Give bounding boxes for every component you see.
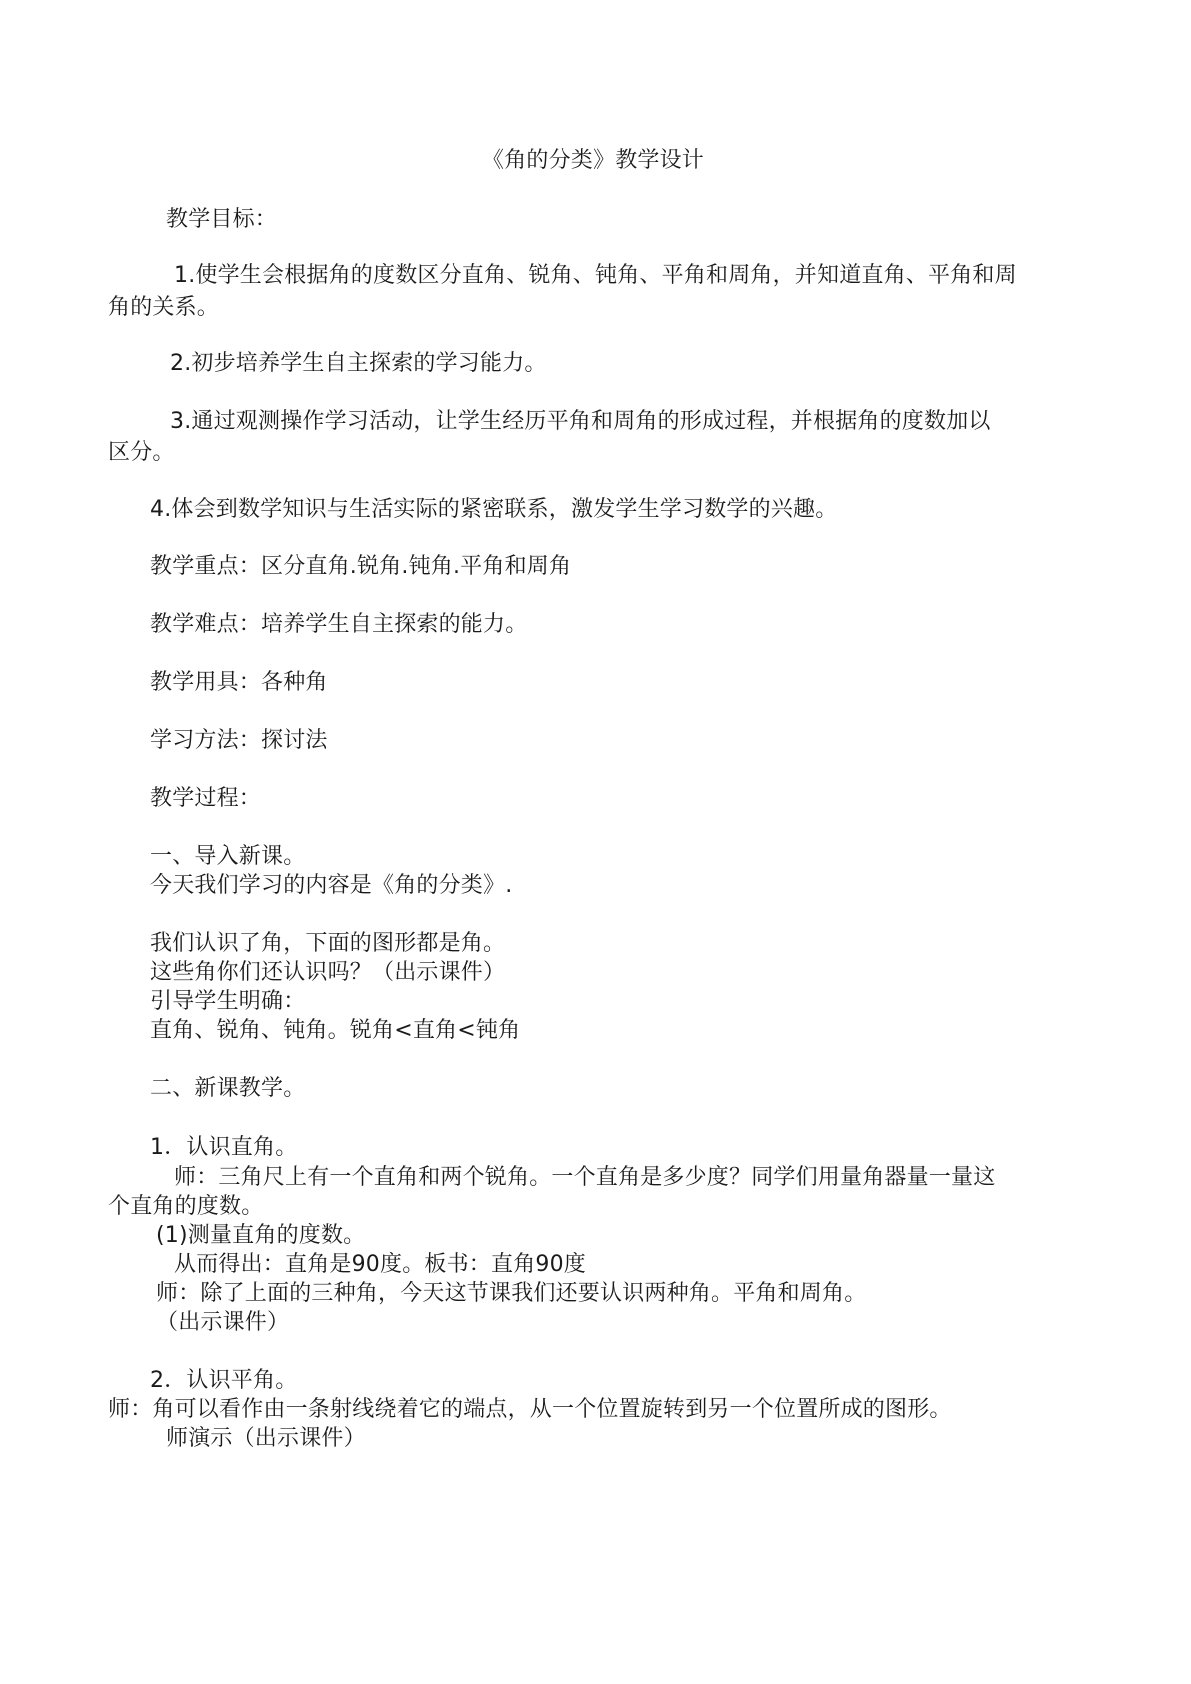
section-1-line-2: 我们认识了角，下面的图形都是角。 xyxy=(150,931,506,956)
item-2-demo: 师演示（出示课件） xyxy=(166,1426,366,1451)
objective-3-line-1: 3.通过观测操作学习活动，让学生经历平角和周角的形成过程，并根据角的度数加以 xyxy=(170,409,991,434)
section-2-heading: 二、新课教学。 xyxy=(150,1076,306,1101)
objectives-heading: 教学目标： xyxy=(166,207,278,232)
document-title: 《角的分类》教学设计 xyxy=(482,148,705,173)
item-1-result: 从而得出：直角是90度。板书：直角90度 xyxy=(174,1252,586,1277)
difficulty: 教学难点：培养学生自主探索的能力。 xyxy=(150,612,528,637)
item-1-subheading: (1)测量直角的度数。 xyxy=(156,1223,366,1248)
item-1-teacher-2: 师：除了上面的三种角，今天这节课我们还要认识两种角。平角和周角。 xyxy=(156,1281,867,1306)
item-2-teacher: 师：角可以看作由一条射线绕着它的端点，从一个位置旋转到另一个位置所成的图形。 xyxy=(108,1397,952,1422)
section-1-line-4: 引导学生明确： xyxy=(150,989,306,1014)
item-1-show: （出示课件） xyxy=(156,1310,290,1335)
item-2-heading: 2．认识平角。 xyxy=(150,1368,298,1393)
objective-4: 4.体会到数学知识与生活实际的紧密联系，激发学生学习数学的兴趣。 xyxy=(150,497,838,522)
section-1-line-5: 直角、锐角、钝角。锐角<直角<钝角 xyxy=(150,1018,521,1043)
section-1-line-1: 今天我们学习的内容是《角的分类》. xyxy=(150,873,513,898)
process-heading: 教学过程： xyxy=(150,786,262,811)
teaching-tools: 教学用具：各种角 xyxy=(150,670,328,695)
objective-1-line-1: 1.使学生会根据角的度数区分直角、锐角、钝角、平角和周角，并知道直角、平角和周 xyxy=(174,263,1017,288)
objective-1-line-2: 角的关系。 xyxy=(108,295,220,320)
key-point: 教学重点：区分直角.锐角.钝角.平角和周角 xyxy=(150,554,572,579)
section-1-heading: 一、导入新课。 xyxy=(150,844,306,869)
objective-2: 2.初步培养学生自主探索的学习能力。 xyxy=(170,351,547,376)
item-1-heading: 1．认识直角。 xyxy=(150,1135,298,1160)
learning-method: 学习方法：探讨法 xyxy=(150,728,328,753)
item-1-teacher-line-2: 个直角的度数。 xyxy=(108,1194,264,1219)
objective-3-line-2: 区分。 xyxy=(108,440,175,465)
item-1-teacher-line-1: 师：三角尺上有一个直角和两个锐角。一个直角是多少度？同学们用量角器量一量这 xyxy=(174,1165,996,1190)
section-1-line-3: 这些角你们还认识吗？（出示课件） xyxy=(150,960,506,985)
